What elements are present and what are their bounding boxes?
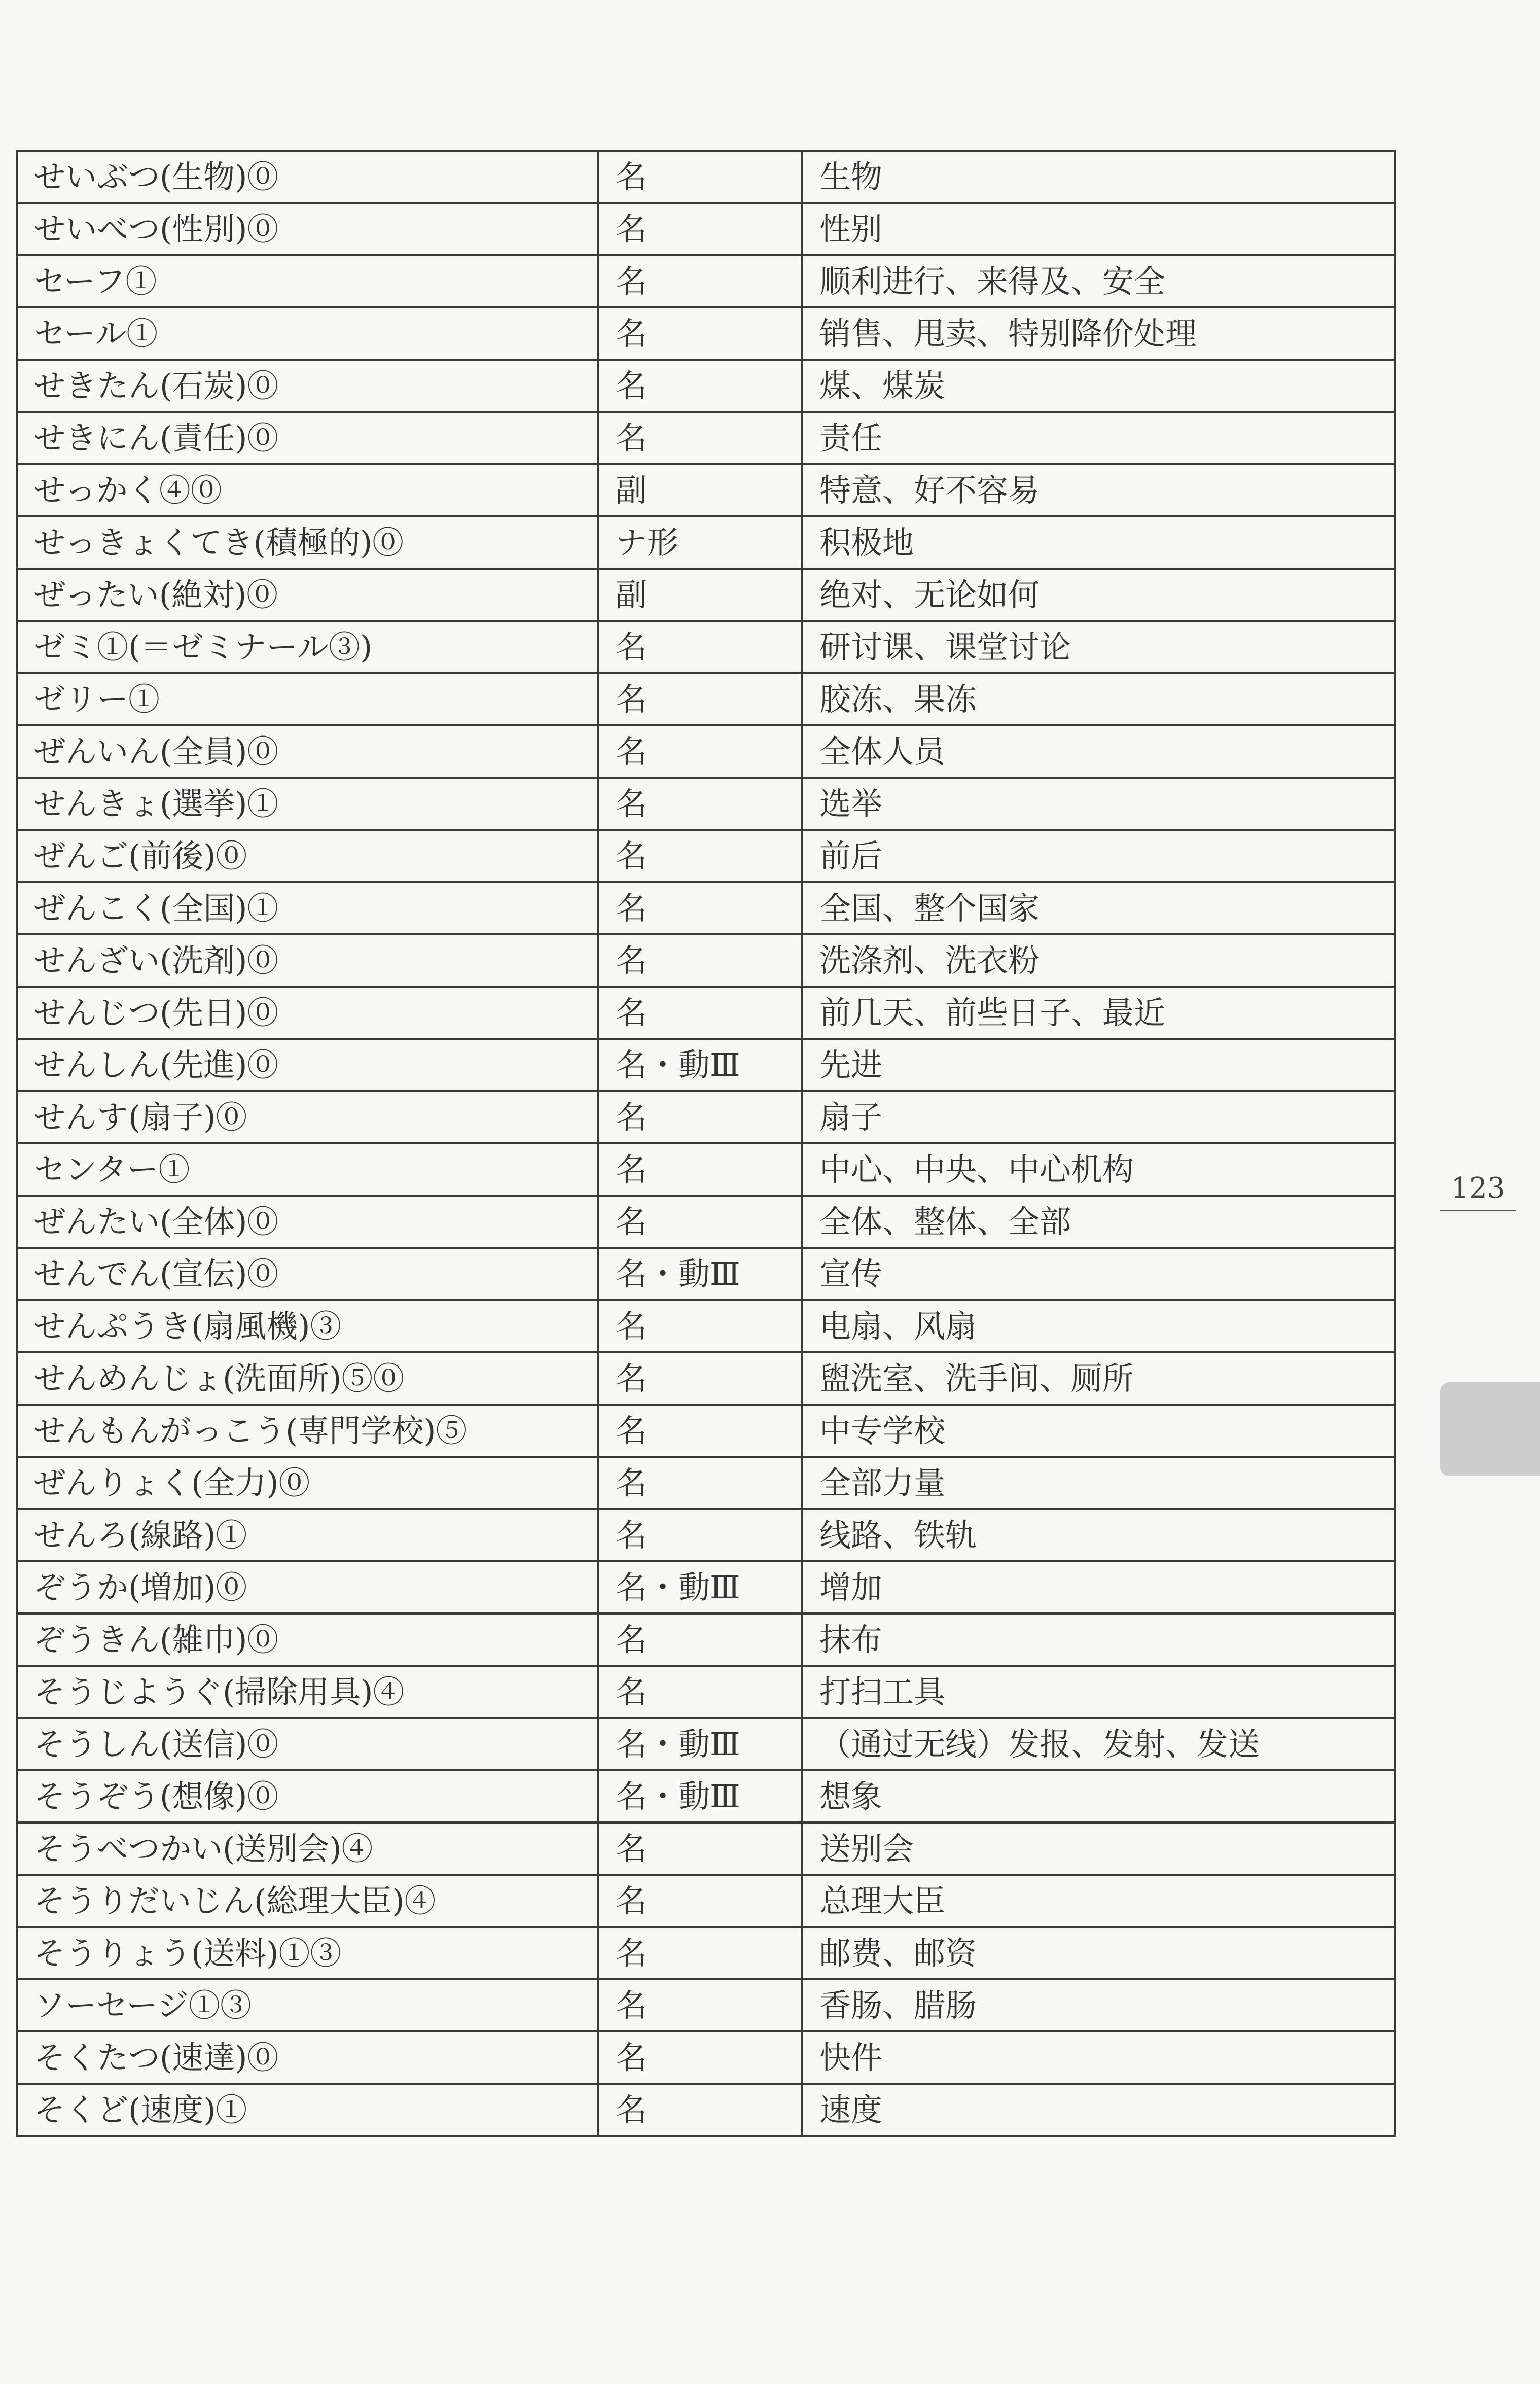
table-row [17,778,1395,830]
vocabulary-table-body [17,151,1395,2136]
word-cell: ぜんこく(全国)① [17,882,598,934]
word-cell: ゼリー① [17,673,598,725]
table-row [17,412,1395,464]
part-of-speech-cell: 名 [598,725,802,778]
word-cell: そうしん(送信)⓪ [17,1718,598,1770]
part-of-speech-cell: 名 [598,621,802,673]
part-of-speech-cell: 名 [598,1196,802,1248]
part-of-speech-cell: 名・動Ⅲ [598,1561,802,1614]
meaning-cell: 性别 [802,203,1395,255]
part-of-speech-cell: 名 [598,307,802,360]
word-cell: せきにん(責任)⓪ [17,412,598,464]
word-cell: せんめんじょ(洗面所)⑤⓪ [17,1352,598,1405]
part-of-speech-cell: 名 [598,2031,802,2084]
table-row [17,621,1395,673]
meaning-cell: 宣传 [802,1248,1395,1300]
meaning-cell: 盥洗室、洗手间、厕所 [802,1352,1395,1405]
meaning-cell: 扇子 [802,1091,1395,1143]
meaning-cell: 送别会 [802,1822,1395,1875]
table-row [17,1927,1395,1979]
meaning-cell: （通过无线）发报、发射、发送 [802,1718,1395,1770]
table-row [17,987,1395,1039]
part-of-speech-cell: 名・動Ⅲ [598,1770,802,1822]
meaning-cell: 前后 [802,830,1395,882]
vocabulary-table [16,150,1396,2137]
table-row [17,2084,1395,2136]
table-row [17,360,1395,412]
part-of-speech-cell: 名 [598,1614,802,1666]
part-of-speech-cell: 名 [598,673,802,725]
part-of-speech-cell: 名 [598,1822,802,1875]
part-of-speech-cell: 名 [598,882,802,934]
part-of-speech-cell: 名 [598,1509,802,1561]
word-cell: せんじつ(先日)⓪ [17,987,598,1039]
part-of-speech-cell: 名 [598,1457,802,1509]
part-of-speech-cell: 名 [598,1927,802,1979]
table-row [17,1561,1395,1614]
word-cell: ぜんご(前後)⓪ [17,830,598,882]
part-of-speech-cell: 副 [598,464,802,516]
meaning-cell: 全部力量 [802,1457,1395,1509]
meaning-cell: 快件 [802,2031,1395,2084]
table-row [17,1979,1395,2031]
word-cell: セール① [17,307,598,360]
meaning-cell: 中心、中央、中心机构 [802,1143,1395,1196]
word-cell: そうべつかい(送別会)④ [17,1822,598,1875]
word-cell: ぞうか(増加)⓪ [17,1561,598,1614]
part-of-speech-cell: 名 [598,830,802,882]
word-cell: せんぷうき(扇風機)③ [17,1300,598,1352]
meaning-cell: 胶冻、果冻 [802,673,1395,725]
word-cell: せいべつ(性別)⓪ [17,203,598,255]
part-of-speech-cell: 名・動Ⅲ [598,1039,802,1091]
part-of-speech-cell: 名 [598,360,802,412]
word-cell: せいぶつ(生物)⓪ [17,151,598,203]
part-of-speech-cell: 名 [598,1300,802,1352]
table-row [17,934,1395,987]
part-of-speech-cell: 名 [598,151,802,203]
word-cell: セーフ① [17,255,598,307]
meaning-cell: 洗涤剂、洗衣粉 [802,934,1395,987]
part-of-speech-cell: 名 [598,987,802,1039]
meaning-cell: 选举 [802,778,1395,830]
word-cell: そうぞう(想像)⓪ [17,1770,598,1822]
meaning-cell: 抹布 [802,1614,1395,1666]
table-row [17,2031,1395,2084]
word-cell: ゼミ①(＝ゼミナール③) [17,621,598,673]
part-of-speech-cell: 名 [598,1405,802,1457]
table-row [17,307,1395,360]
table-row [17,882,1395,934]
table-row [17,1248,1395,1300]
part-of-speech-cell: 名 [598,1666,802,1718]
word-cell: せんろ(線路)① [17,1509,598,1561]
table-row [17,830,1395,882]
meaning-cell: 打扫工具 [802,1666,1395,1718]
part-of-speech-cell: 名・動Ⅲ [598,1248,802,1300]
meaning-cell: 中专学校 [802,1405,1395,1457]
word-cell: そくたつ(速達)⓪ [17,2031,598,2084]
meaning-cell: 香肠、腊肠 [802,1979,1395,2031]
part-of-speech-cell: 名 [598,1979,802,2031]
part-of-speech-cell: 名 [598,2084,802,2136]
meaning-cell: 先进 [802,1039,1395,1091]
meaning-cell: 生物 [802,151,1395,203]
meaning-cell: 全体人员 [802,725,1395,778]
table-row [17,1457,1395,1509]
part-of-speech-cell: 名 [598,1875,802,1927]
word-cell: せきたん(石炭)⓪ [17,360,598,412]
part-of-speech-cell: 名 [598,1143,802,1196]
meaning-cell: 特意、好不容易 [802,464,1395,516]
table-row [17,464,1395,516]
meaning-cell: 全国、整个国家 [802,882,1395,934]
table-row [17,203,1395,255]
table-row [17,1718,1395,1770]
word-cell: せんざい(洗剤)⓪ [17,934,598,987]
table-row [17,255,1395,307]
part-of-speech-cell: 名 [598,255,802,307]
meaning-cell: 邮费、邮资 [802,1927,1395,1979]
table-row [17,1405,1395,1457]
meaning-cell: 速度 [802,2084,1395,2136]
part-of-speech-cell: ナ形 [598,516,802,569]
table-row [17,516,1395,569]
word-cell: そうりだいじん(総理大臣)④ [17,1875,598,1927]
part-of-speech-cell: 名 [598,934,802,987]
table-row [17,1666,1395,1718]
table-row [17,1352,1395,1405]
table-row [17,1509,1395,1561]
meaning-cell: 责任 [802,412,1395,464]
table-row [17,151,1395,203]
meaning-cell: 总理大臣 [802,1875,1395,1927]
word-cell: そうりょう(送料)①③ [17,1927,598,1979]
table-row [17,1770,1395,1822]
word-cell: せっきょくてき(積極的)⓪ [17,516,598,569]
meaning-cell: 想象 [802,1770,1395,1822]
table-row [17,569,1395,621]
table-row [17,673,1395,725]
meaning-cell: 线路、铁轨 [802,1509,1395,1561]
word-cell: ぜったい(絶対)⓪ [17,569,598,621]
word-cell: センター① [17,1143,598,1196]
word-cell: ぜんいん(全員)⓪ [17,725,598,778]
meaning-cell: 研讨课、课堂讨论 [802,621,1395,673]
word-cell: そくど(速度)① [17,2084,598,2136]
word-cell: せっかく④⓪ [17,464,598,516]
table-row [17,1822,1395,1875]
page-number: 123 [1440,1172,1516,1211]
meaning-cell: 全体、整体、全部 [802,1196,1395,1248]
word-cell: せんきょ(選挙)① [17,778,598,830]
table-row [17,1300,1395,1352]
meaning-cell: 积极地 [802,516,1395,569]
word-cell: ぜんたい(全体)⓪ [17,1196,598,1248]
word-cell: せんしん(先進)⓪ [17,1039,598,1091]
word-cell: せんでん(宣伝)⓪ [17,1248,598,1300]
part-of-speech-cell: 名・動Ⅲ [598,1718,802,1770]
part-of-speech-cell: 名 [598,412,802,464]
meaning-cell: 增加 [802,1561,1395,1614]
table-row [17,1614,1395,1666]
table-row [17,725,1395,778]
table-row [17,1143,1395,1196]
meaning-cell: 电扇、风扇 [802,1300,1395,1352]
word-cell: ぞうきん(雑巾)⓪ [17,1614,598,1666]
table-row [17,1196,1395,1248]
part-of-speech-cell: 副 [598,569,802,621]
word-cell: ぜんりょく(全力)⓪ [17,1457,598,1509]
meaning-cell: 顺利进行、来得及、安全 [802,255,1395,307]
part-of-speech-cell: 名 [598,203,802,255]
table-row [17,1091,1395,1143]
meaning-cell: 绝对、无论如何 [802,569,1395,621]
meaning-cell: 煤、煤炭 [802,360,1395,412]
section-thumb-tab [1440,1382,1540,1476]
word-cell: せんす(扇子)⓪ [17,1091,598,1143]
word-cell: ソーセージ①③ [17,1979,598,2031]
table-row [17,1039,1395,1091]
part-of-speech-cell: 名 [598,1352,802,1405]
meaning-cell: 销售、甩卖、特别降价处理 [802,307,1395,360]
word-cell: そうじようぐ(掃除用具)④ [17,1666,598,1718]
part-of-speech-cell: 名 [598,778,802,830]
table-row [17,1875,1395,1927]
part-of-speech-cell: 名 [598,1091,802,1143]
word-cell: せんもんがっこう(専門学校)⑤ [17,1405,598,1457]
meaning-cell: 前几天、前些日子、最近 [802,987,1395,1039]
